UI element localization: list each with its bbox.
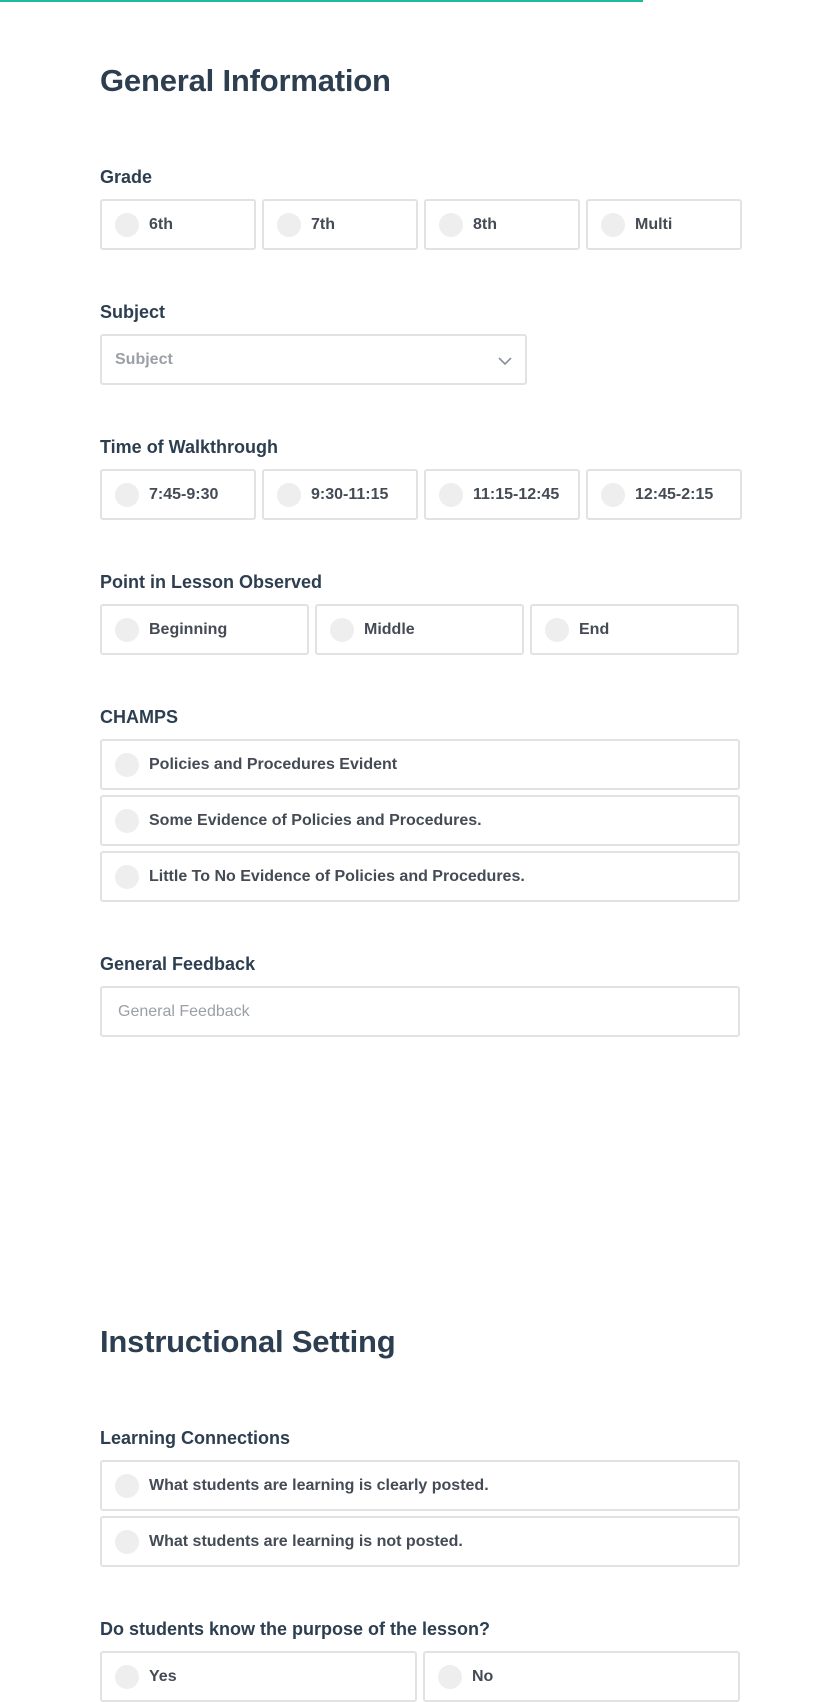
purpose-options [100,1651,740,1702]
question-label-purpose-of-lesson: Do students know the purpose of the lesson? [100,1619,491,1639]
option-time-3[interactable] [424,469,580,520]
option-label: Some Evidence of Policies and Procedures. [149,811,482,829]
lesson-point-options [100,604,739,655]
option-label: 6th [149,215,173,233]
section-title-instructional-setting: Instructional Setting [100,1324,396,1359]
option-lesson-end[interactable] [530,604,739,655]
option-learning-posted[interactable] [100,1460,740,1511]
option-time-4[interactable] [586,469,742,520]
radio-icon [115,1474,139,1498]
subject-select-placeholder: Subject [115,350,173,368]
option-champs-some-evidence[interactable] [100,795,740,846]
option-label: Little To No Evidence of Policies and Procedures. [149,867,525,885]
progress-bar-fill [0,0,643,2]
option-champs-little-evidence[interactable] [100,851,740,902]
option-label: 11:15-12:45 [473,485,560,503]
question-label-champs: CHAMPS [100,707,179,727]
chevron-down-icon [497,353,513,369]
subject-select[interactable] [100,334,527,385]
radio-icon [115,213,139,237]
option-lesson-beginning[interactable] [100,604,309,655]
option-label: 8th [473,215,497,233]
option-label: Multi [635,215,673,233]
question-label-point-in-lesson: Point in Lesson Observed [100,572,323,592]
option-learning-not-posted[interactable] [100,1516,740,1567]
option-label: Beginning [149,620,228,638]
radio-icon [330,618,354,642]
question-label-general-feedback: General Feedback [100,954,256,974]
radio-icon [545,618,569,642]
option-label: 12:45-2:15 [635,485,714,503]
option-label: 7th [311,215,335,233]
option-label: 7:45-9:30 [149,485,219,503]
option-grade-multi[interactable] [586,199,742,250]
question-label-subject: Subject [100,302,166,322]
option-purpose-yes[interactable] [100,1651,417,1702]
general-feedback-input[interactable] [100,986,740,1037]
option-label: No [472,1667,494,1685]
progress-bar [0,0,840,2]
champs-options [100,739,740,907]
question-label-learning-connections: Learning Connections [100,1428,291,1448]
radio-icon [601,213,625,237]
radio-icon [277,213,301,237]
time-options [100,469,742,520]
radio-icon [115,483,139,507]
radio-icon [277,483,301,507]
question-label-grade: Grade [100,167,153,187]
option-grade-8th[interactable] [424,199,580,250]
question-label-time-of-walkthrough: Time of Walkthrough [100,437,278,457]
radio-icon [115,618,139,642]
option-label: Policies and Procedures Evident [149,755,398,773]
option-purpose-no[interactable] [423,1651,740,1702]
option-label: End [579,620,610,638]
radio-icon [115,865,139,889]
radio-icon [115,753,139,777]
option-time-2[interactable] [262,469,418,520]
option-time-1[interactable] [100,469,256,520]
grade-options [100,199,742,250]
radio-icon [115,1530,139,1554]
option-champs-evident[interactable] [100,739,740,790]
option-grade-7th[interactable] [262,199,418,250]
option-label: Yes [149,1667,177,1685]
option-label: What students are learning is not posted. [149,1532,463,1550]
radio-icon [115,1665,139,1689]
option-label: Middle [364,620,415,638]
option-grade-6th[interactable] [100,199,256,250]
section-title-general-information: General Information [100,63,391,98]
radio-icon [601,483,625,507]
option-label: 9:30-11:15 [311,485,389,503]
radio-icon [115,809,139,833]
radio-icon [439,213,463,237]
radio-icon [438,1665,462,1689]
option-lesson-middle[interactable] [315,604,524,655]
radio-icon [439,483,463,507]
option-label: What students are learning is clearly posted. [149,1476,489,1494]
learning-connections-options [100,1460,740,1572]
